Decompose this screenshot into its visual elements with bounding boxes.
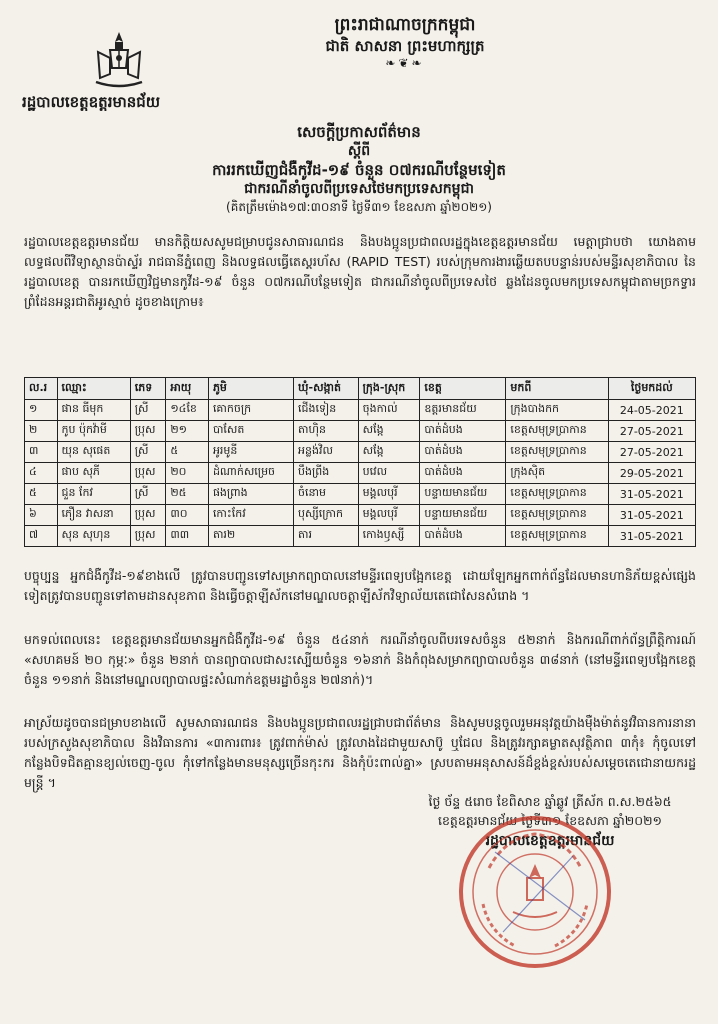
cell-no: ៧ [25,526,58,547]
cell-no: ៦ [25,505,58,526]
cell-name: ភឿន វាសនា [57,505,130,526]
cell-age: ២០ [166,463,209,484]
cell-district: សង្កែ [358,442,420,463]
col-header-no: ល.រ [25,378,58,400]
cell-name: ផាប សុភី [57,463,130,484]
table-row [25,463,696,484]
kingdom-title: ព្រះរាជាណាចក្រកម្ពុជា [334,15,476,35]
cell-arrival: 31-05-2021 [608,526,695,547]
intro-paragraph: រដ្ឋបាលខេត្តឧត្ដរមានជ័យ មានកិត្តិយសសូមជម្រាបជូនសាធារណជន និងបងប្អូនប្រជាពលរដ្ឋក្នុងខេត្តឧត្ដរមានជ័យ មេត្តាជ្រាបថា យោងតាមលទ្ធផលពីវិទ្យាស្ថានប៉ាស្ទ័រ រាជធានីភ្នំពេញ និងលទ្ធផលធ្វើតេស្តរហ័ស (RAPID TEST) របស់ក្រុមការងារឆ្លើយតបបន្ទាន់របស់មន្ទីរសុខាភិបាល នៃរដ្ឋបាលខេត្ត បានរកឃើញវិជ្ជមានកូវីដ-១៩ ចំនួន ០៧ករណីបន្ថែមទៀត ជាករណីនាំចូលពីប្រទេសថៃ ឆ្លងដែនចូលមកប្រទេសកម្ពុជាតាមច្រកទ្វារព្រំដែនអន្តរជាតិអូរស្មាច់ ដូចខាងក្រោម៖ [24,234,696,309]
table-row [25,442,696,463]
cell-name: សុន សុហុន [57,526,130,547]
cell-arrival: 31-05-2021 [608,505,695,526]
table-header-row [25,378,696,400]
cell-village: កោះកែវ [208,505,293,526]
cell-district: បវេល [358,463,420,484]
title-detail: ជាករណីនាំចូលពីប្រទេសថៃមកប្រទេសកម្ពុជា [244,181,474,197]
cell-arrival: 31-05-2021 [608,484,695,505]
cell-province: បាត់ដំបង [420,421,506,442]
cell-district: មង្គលបុរី [358,505,420,526]
title-subject: ការរកឃើញជំងឺកូវីដ-១៩ ចំនួន ០៧ករណីបន្ថែមទៀត [212,161,506,179]
cell-sex: ប្រុស [130,526,166,547]
cell-name: ផាន ធីមុក [57,400,130,421]
cell-age: ២៥ [166,484,209,505]
cell-origin: ខេត្តសមុទ្រប្រាកាន [506,421,608,442]
cell-no: ៥ [25,484,58,505]
advice-paragraph: អាស្រ័យដូចបានជម្រាបខាងលើ សូមសាធារណជន និងបងប្អូនប្រជាពលរដ្ឋជ្រាបជាព័ត៌មាន និងសូមបន្តចូលរួមអនុវត្តយ៉ាងម៉ឺងម៉ាត់នូវវិធានការនានារបស់ក្រសួងសុខាភិបាល និងវិធានការ «៣ការពារ៖ ត្រូវពាក់ម៉ាស់ ត្រូវលាងដៃជាមួយសាប៊ូ ឬជែល និងត្រូវរក្សាគម្លាតសុវត្ថិភាព ៣កុំ៖ កុំចូលទៅកន្លែងបិទជិតគ្មានខ្យល់ចេញ-ចូល កុំទៅកន្លែងមានមនុស្សច្រើនកុះករ និងកុំប៉ះពាល់គ្នា» ស្របតាមអនុសាសន៍ដ៏ខ្ពង់ខ្ពស់របស់សម្ដេចតេជោនាយករដ្ឋមន្ត្រី ។ [24,715,696,790]
cell-district: សង្កែ [358,421,420,442]
cell-origin: ខេត្តសមុទ្រប្រាកាន [506,526,608,547]
cell-no: ១ [25,400,58,421]
header-ornament: ❧❦❧ [385,56,425,70]
document-title-block [150,122,568,216]
cell-origin: ខេត្តសមុទ្រប្រាកាន [506,505,608,526]
cell-province: បាត់ដំបង [420,463,506,484]
cell-arrival: 27-05-2021 [608,421,695,442]
table-row [25,400,696,421]
statistics-paragraph: មកទល់ពេលនេះ ខេត្តឧត្ដរមានជ័យមានអ្នកជំងឺកូវីដ-១៩ ចំនួន ៥៤នាក់ ករណីនាំចូលពីបរទេសចំនួន ៥២នាក់ និងករណីពាក់ព័ន្ធព្រឹត្តិការណ៍ «សហគមន៍ ២០ កុម្ភៈ» ចំនួន ២នាក់ បានព្យាបាលជាសះស្បើយចំនួន ១៦នាក់ និងកំពុងសម្រាកព្យាបាលចំនួន ៣៨នាក់ (នៅមន្ទីរពេទ្យបង្អែកខេត្តចំនួន ១១នាក់ និងនៅមណ្ឌលព្យាបាលផ្ទះសំណាក់ឧត្ដមរដ្ឋាចំនួន ២៧នាក់)។ [24,632,696,687]
cell-arrival: 27-05-2021 [608,442,695,463]
issuing-administration: រដ្ឋបាលខេត្តឧត្ដរមានជ័យ [22,93,161,111]
cell-arrival: 24-05-2021 [608,400,695,421]
col-header-sex: ភេទ [130,378,166,400]
cell-village: តារ២ [208,526,293,547]
cell-village: ផងព្រាង [208,484,293,505]
cell-no: ៤ [25,463,58,484]
cell-sex: ស្រី [130,484,166,505]
cell-name: កូប ប៉ុកវ៉ាមី [57,421,130,442]
cell-no: ២ [25,421,58,442]
cell-origin: ក្រុងស៊ិត [506,463,608,484]
cell-commune: តារ [294,526,359,547]
table-row [25,421,696,442]
signatory-name: រដ្ឋបាលខេត្តឧត្ដរមានជ័យ [485,833,615,849]
col-header-age: អាយុ [166,378,209,400]
cell-village: បាសែត [208,421,293,442]
official-seal-icon [455,812,615,972]
col-header-district: ក្រុង-ស្រុក [358,378,420,400]
cases-table [24,377,696,547]
title-about: ស្ដីពី [347,143,371,159]
cell-province: បន្ទាយមានជ័យ [420,505,506,526]
cell-no: ៣ [25,442,58,463]
lunar-date: ថ្ងៃ ច័ន្ទ ៥រោច ខែពិសាខ ឆ្នាំឆ្លូវ ត្រីស័ក ព.ស.២៥៦៥ [428,794,672,809]
cell-age: ២១ [166,421,209,442]
cell-village: អូរមូនី [208,442,293,463]
cell-district: ចុងកាល់ [358,400,420,421]
cell-name: ជួន កែវ [57,484,130,505]
cell-sex: ប្រុស [130,463,166,484]
cell-commune: ជើងទៀន [294,400,359,421]
table-row [25,484,696,505]
cell-commune: អន្លង់វិល [294,442,359,463]
cell-sex: ប្រុស [130,505,166,526]
document-title: សេចក្ដីប្រកាសព័ត៌មាន [297,123,421,141]
cell-commune: ចំនោម [294,484,359,505]
national-motto: ជាតិ សាសនា ព្រះមហាក្សត្រ [325,37,485,55]
cell-commune: តាហ៊ិន [294,421,359,442]
cell-commune: បុស្សីក្រោក [294,505,359,526]
cell-arrival: 29-05-2021 [608,463,695,484]
col-header-arrival: ថ្ងៃមកដល់ [608,378,695,400]
cell-province: ឧត្ដរមានជ័យ [420,400,506,421]
cell-origin: ខេត្តសមុទ្រប្រាកាន [506,484,608,505]
cell-district: មង្គលបុរី [358,484,420,505]
cell-village: គោកចក្រ [208,400,293,421]
cell-origin: ខេត្តសមុទ្រប្រាកាន [506,442,608,463]
cell-district: កោងឫស្សី [358,526,420,547]
col-header-origin: មកពី [506,378,608,400]
kingdom-header [250,14,560,70]
cell-origin: ក្រុងបាងកក [506,400,608,421]
col-header-province: ខេត្ត [420,378,506,400]
cell-province: បន្ទាយមានជ័យ [420,484,506,505]
cell-village: ដំណាក់សម្រេច [208,463,293,484]
cell-age: ១៤ខែ [166,400,209,421]
cell-sex: ប្រុស [130,421,166,442]
cell-sex: ស្រី [130,400,166,421]
treatment-paragraph: បច្ចុប្បន្ន អ្នកជំងឺកូវីដ-១៩ខាងលើ ត្រូវបានបញ្ជូនទៅសម្រាកព្យាបាលនៅមន្ទីរពេទ្យបង្អែកខេត្ត ដោយឡែកអ្នកពាក់ព័ន្ធដែលមានហានិភ័យខ្ពស់ផ្សេងទៀតត្រូវបានបញ្ជូនទៅតាមដានសុខភាព និងធ្វើចត្តាឡីស័កនៅមណ្ឌលចត្តាឡីស័កវិទ្យាល័យតេជោសែនសំរោង ។ [24,568,696,603]
table-row [25,526,696,547]
title-timestamp: (គិតត្រឹមម៉ោង១៧:៣០នាទី ថ្ងៃទី៣១ ខែឧសភា ឆ្នាំ២០២១) [226,200,492,214]
table-row [25,505,696,526]
col-header-name: ឈ្មោះ [57,378,130,400]
royal-emblem-icon [88,28,150,90]
cell-name: យុន សុផេត [57,442,130,463]
solar-date: ខេត្តឧត្ដរមានជ័យ ថ្ងៃទី៣១ ខែឧសភា ឆ្នាំ២០២១ [437,813,663,828]
cell-province: បាត់ដំបង [420,526,506,547]
cell-age: ៣០ [166,505,209,526]
cell-sex: ស្រី [130,442,166,463]
col-header-village: ភូមិ [208,378,293,400]
col-header-commune: ឃុំ-សង្កាត់ [294,378,359,400]
cell-commune: បឹងព្រីង [294,463,359,484]
cell-age: ៥ [166,442,209,463]
cell-province: បាត់ដំបង [420,442,506,463]
cell-age: ៣៣ [166,526,209,547]
